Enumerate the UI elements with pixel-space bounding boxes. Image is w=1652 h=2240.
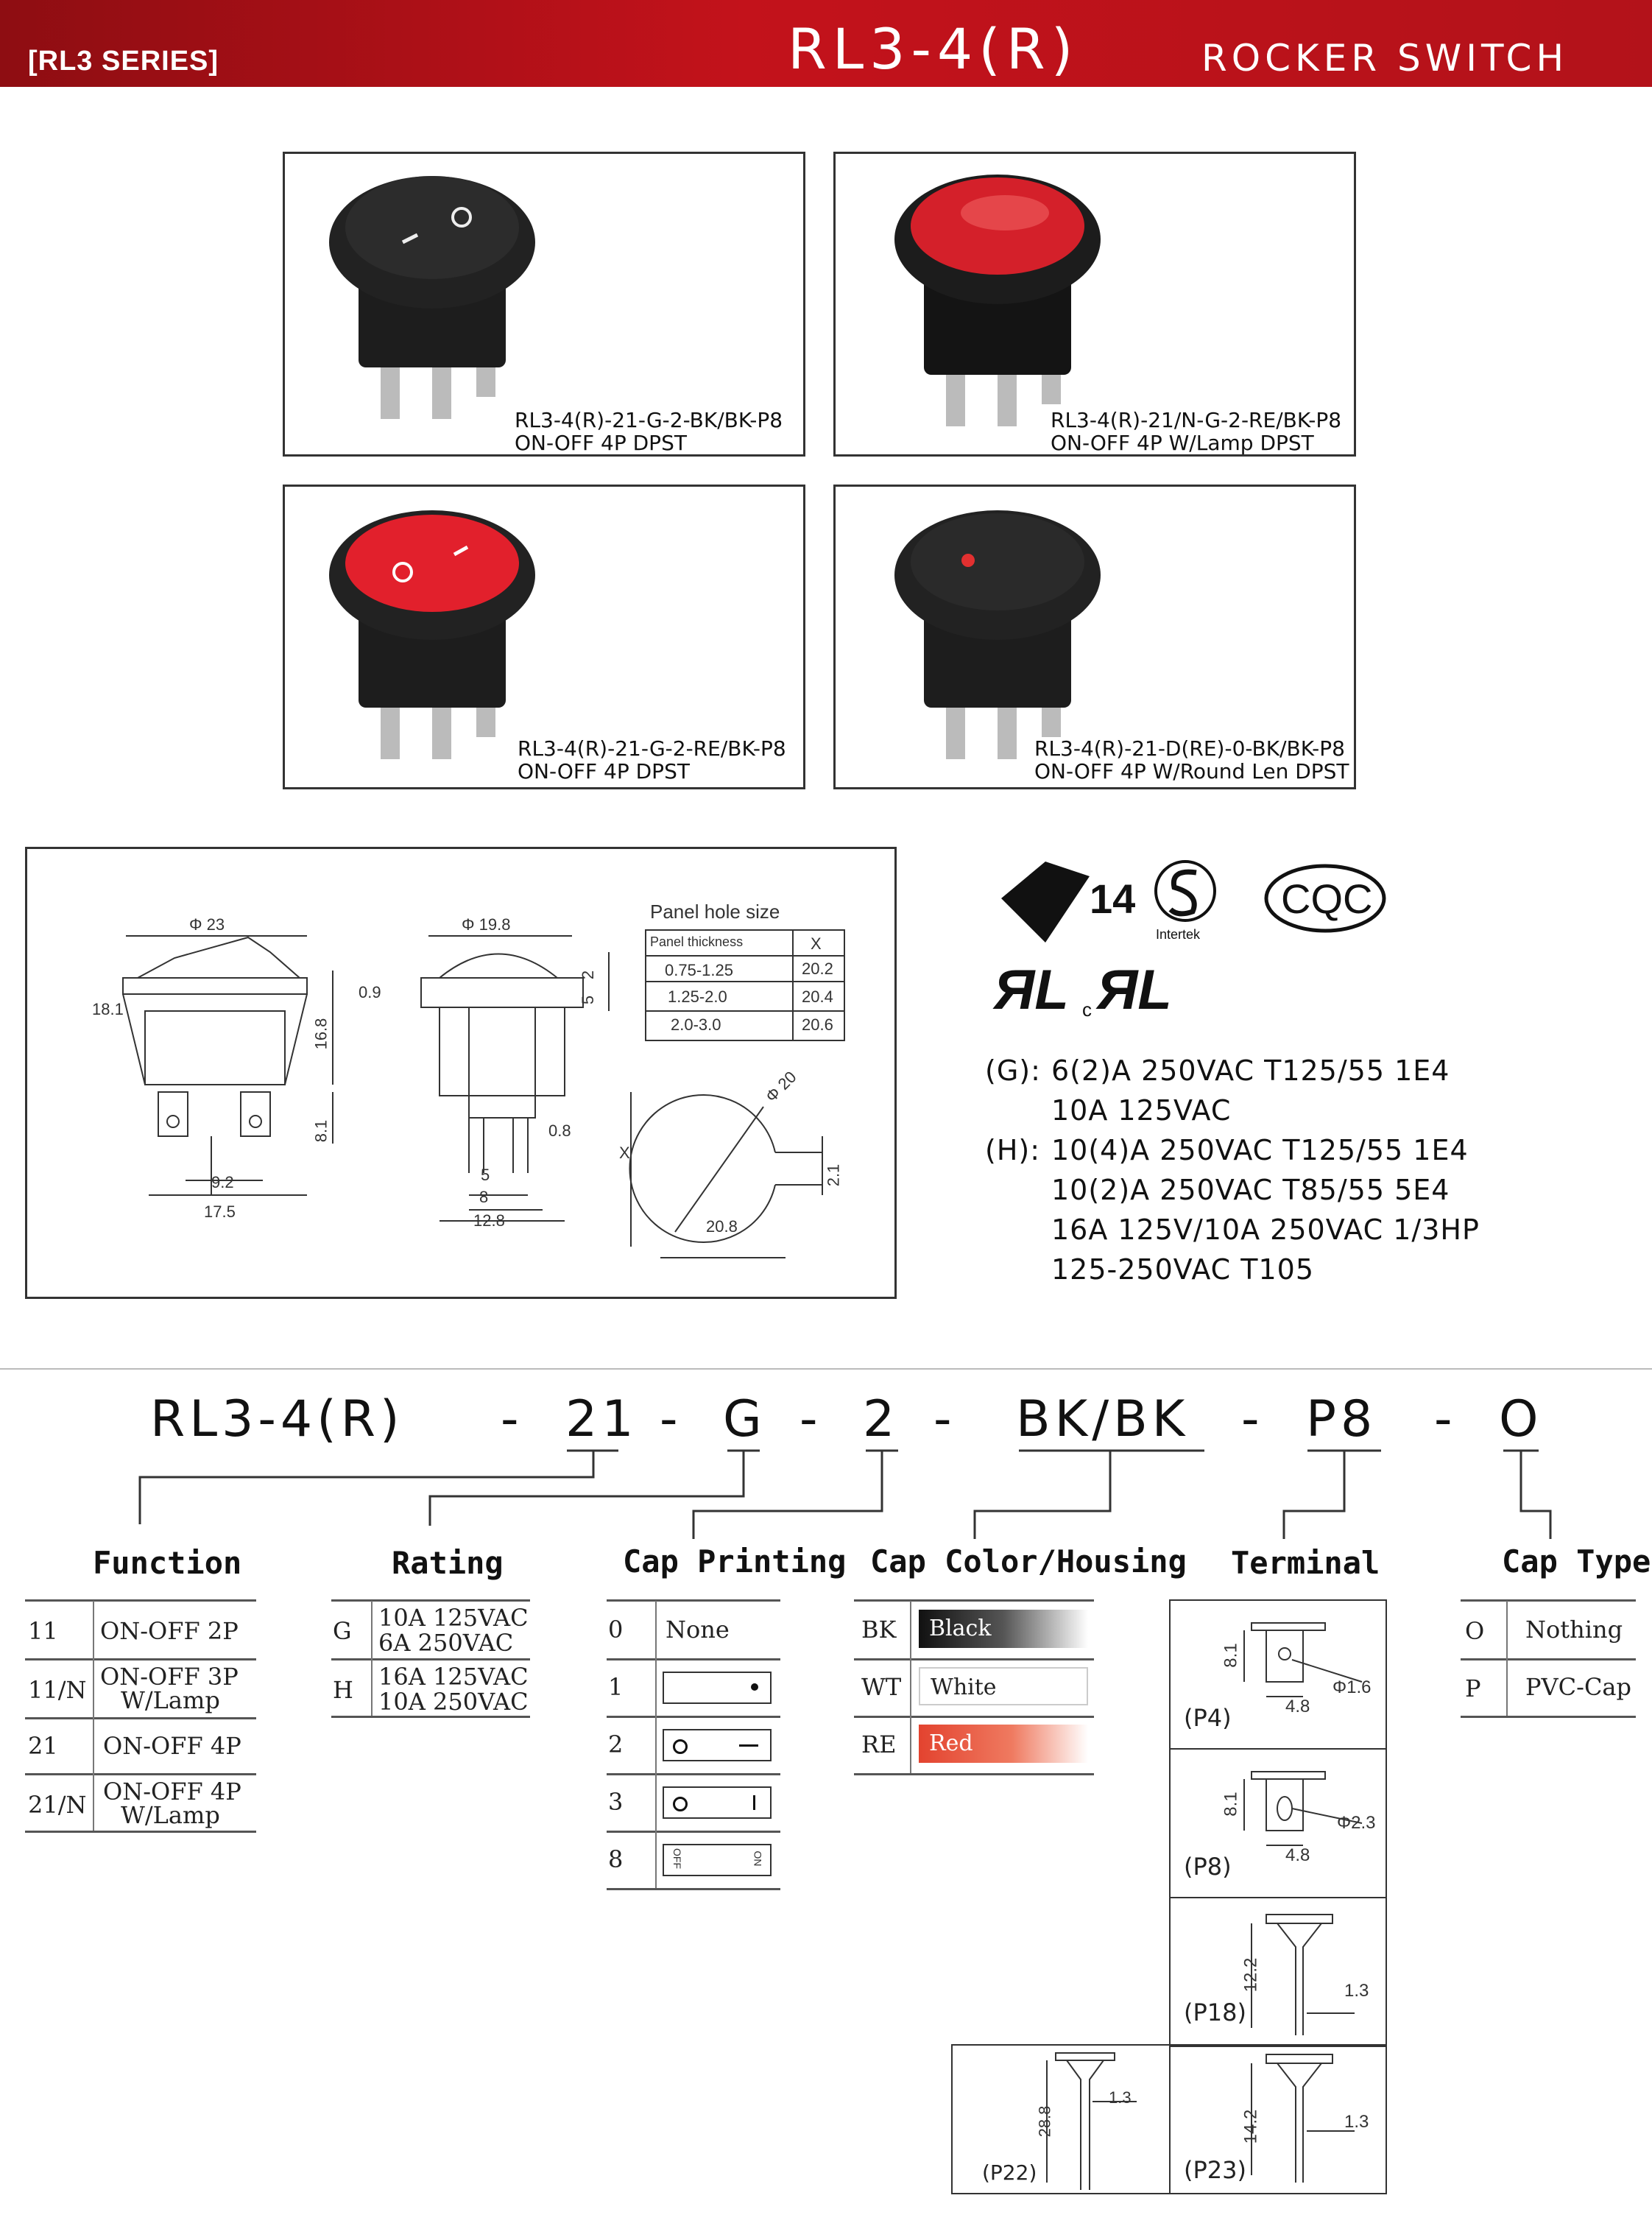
product-card-2 (833, 152, 1356, 457)
pn-dash: - (501, 1390, 523, 1448)
table-rule (1461, 1716, 1636, 1718)
rating-line-2: 6A 250VAC (378, 1629, 514, 1657)
rating-line-1: 10A 125VAC (378, 1604, 529, 1632)
rating-code: G (333, 1617, 352, 1645)
terminal-dim: 4.8 (1285, 1697, 1310, 1716)
dimension-drawing (25, 847, 897, 1299)
pn-cap-type: O (1499, 1390, 1543, 1448)
rating-tag: (G): (985, 1054, 1041, 1087)
function-desc: ON-OFF 4P (103, 1778, 241, 1806)
cap-print-off-on-icon (663, 1844, 772, 1876)
cap-printing-title: Cap Printing (623, 1543, 847, 1579)
pn-cap-printing: 2 (863, 1390, 900, 1448)
terminal-p4 (1169, 1599, 1387, 1750)
dim-label: Φ 19.8 (462, 915, 511, 934)
terminal-dim: 4.8 (1285, 1845, 1310, 1865)
panel-table-cell: 2.0-3.0 (671, 1015, 721, 1034)
terminal-dim: 1.3 (1109, 2088, 1132, 2107)
table-rule (25, 1658, 256, 1660)
table-rule (25, 1599, 256, 1602)
table-rule (331, 1716, 530, 1718)
terminal-dim: 14.2 (1240, 2109, 1261, 2144)
switch-photo-black (329, 169, 565, 448)
table-rule (25, 1773, 256, 1775)
table-rule (607, 1888, 780, 1890)
cap-color-code: WT (861, 1673, 902, 1701)
rating-line: 16A 125V/10A 250VAC 1/3HP (1051, 1214, 1480, 1246)
cap-print-code: 0 (608, 1616, 624, 1644)
rating-line: 10A 125VAC (1051, 1094, 1232, 1127)
table-rule (854, 1599, 1094, 1602)
table-rule (854, 1658, 1094, 1660)
dim-label: X (619, 1144, 630, 1162)
table-rule (607, 1831, 780, 1833)
terminal-p18 (1169, 1897, 1387, 2047)
cap-print-code: 3 (608, 1788, 624, 1816)
panel-hole-title: Panel hole size (650, 901, 780, 923)
function-code: 11 (28, 1617, 58, 1645)
white-swatch: White (919, 1667, 1088, 1705)
terminal-title: Terminal (1231, 1545, 1380, 1581)
product-title: ROCKER SWITCH (1201, 37, 1569, 80)
table-rule (331, 1599, 530, 1602)
dim-label: 2.1 (824, 1163, 843, 1187)
cap-color-code: RE (861, 1730, 897, 1758)
cap-print-code: 2 (608, 1730, 624, 1758)
model-title: RL3-4(R) (788, 16, 1079, 82)
function-desc: ON-OFF 3P (100, 1663, 239, 1691)
dim-label: 18.1 (92, 1000, 124, 1018)
pn-model: RL3-4(R) (150, 1390, 404, 1448)
table-rule (1461, 1599, 1636, 1602)
cert-logos (986, 854, 1399, 1031)
terminal-p22 (951, 2044, 1171, 2194)
ul-logo (992, 959, 1172, 1021)
product-card-3 (283, 485, 805, 789)
table-col-rule (93, 1601, 94, 1831)
product-desc: ON-OFF 4P DPST (515, 431, 687, 455)
terminal-name: (P22) (982, 2160, 1037, 2185)
cap-print-o-dash-icon (663, 1729, 772, 1761)
pn-dash: - (1434, 1390, 1457, 1448)
table-rule (607, 1716, 780, 1718)
table-rule (607, 1773, 780, 1775)
panel-table-cell: 1.25-2.0 (668, 987, 727, 1006)
table-col-rule (910, 1601, 911, 1773)
table-rule (854, 1716, 1094, 1718)
ul-c-mark: c (1082, 999, 1092, 1021)
rating-line-2: 10A 250VAC (378, 1688, 529, 1716)
switch-photo-red-lamp (894, 169, 1130, 448)
product-code: RL3-4(R)-21-G-2-BK/BK-P8 (515, 408, 783, 432)
enec-number: 14 (1090, 876, 1136, 922)
terminal-dim: 8.1 (1221, 1643, 1241, 1668)
pn-dash: - (1241, 1390, 1264, 1448)
cap-print-code: 1 (608, 1673, 624, 1701)
terminal-dim: 1.3 (1344, 2112, 1369, 2132)
pn-cap-color: BK/BK (1016, 1390, 1190, 1448)
function-desc-2: W/Lamp (121, 1801, 220, 1829)
dim-label: Φ 20 (761, 1067, 800, 1106)
panel-table-head: Panel thickness (650, 934, 744, 949)
terminal-p23 (1169, 2044, 1387, 2194)
function-title: Function (93, 1545, 242, 1581)
dim-label: 16.8 (311, 1018, 331, 1050)
dim-label: 8.1 (311, 1119, 331, 1143)
terminal-dim: 12.2 (1240, 1957, 1261, 1993)
cap-print-o-i-icon (663, 1786, 772, 1819)
table-col-rule (371, 1601, 373, 1716)
function-code: 21 (28, 1732, 58, 1760)
table-col-rule (655, 1601, 657, 1888)
dim-label: 5 (481, 1166, 490, 1184)
series-label: [RL3 SERIES] (28, 46, 219, 77)
pn-terminal: P8 (1306, 1390, 1377, 1448)
terminal-name: (P23) (1184, 2156, 1246, 2184)
intertek-logo (1156, 862, 1215, 942)
product-desc: ON-OFF 4P W/Round Len DPST (1034, 759, 1349, 783)
product-desc: ON-OFF 4P DPST (518, 759, 690, 783)
dim-label: 0.9 (359, 983, 381, 1001)
dim-label: 5 (579, 995, 598, 1005)
dim-label: 20.8 (706, 1217, 738, 1236)
rating-code: H (333, 1676, 353, 1704)
table-rule (1461, 1658, 1636, 1660)
product-code: RL3-4(R)-21-D(RE)-0-BK/BK-P8 (1034, 736, 1345, 761)
terminal-name: (P4) (1184, 1704, 1232, 1732)
cap-print-off-text: OFF (671, 1848, 683, 1869)
product-card-4 (833, 485, 1356, 789)
terminal-name: (P18) (1184, 1998, 1246, 2026)
product-card-1 (283, 152, 805, 457)
pn-function: 21 (565, 1390, 638, 1448)
product-code: RL3-4(R)-21/N-G-2-RE/BK-P8 (1051, 408, 1342, 432)
function-desc-2: W/Lamp (121, 1686, 220, 1714)
pn-dash: - (933, 1390, 956, 1448)
intertek-text: Intertek (1156, 927, 1201, 942)
rating-line: 6(2)A 250VAC T125/55 1E4 (1051, 1054, 1450, 1087)
table-rule (607, 1658, 780, 1660)
terminal-dim: Φ1.6 (1332, 1677, 1372, 1697)
dim-label: 17.5 (204, 1202, 236, 1221)
product-code: RL3-4(R)-21-G-2-RE/BK-P8 (518, 736, 786, 761)
function-code: 21/N (28, 1791, 87, 1819)
dim-label: Φ 23 (189, 915, 225, 934)
rating-line-1: 16A 125VAC (378, 1663, 529, 1691)
terminal-name: (P8) (1184, 1853, 1232, 1881)
cqc-logo (1266, 866, 1384, 931)
black-swatch: Black (919, 1610, 1088, 1648)
pn-dash: - (799, 1390, 822, 1448)
cap-print-code: 8 (608, 1845, 624, 1873)
cap-print-dot-icon (663, 1672, 772, 1704)
rating-line: 10(2)A 250VAC T85/55 5E4 (1051, 1174, 1450, 1206)
rating-title: Rating (392, 1545, 504, 1581)
cap-color-title: Cap Color/Housing (870, 1543, 1187, 1579)
svg-text:ЯL: ЯL (1097, 959, 1172, 1021)
table-rule (331, 1658, 530, 1660)
product-desc: ON-OFF 4P W/Lamp DPST (1051, 431, 1314, 455)
panel-table-head: X (811, 934, 822, 953)
panel-table-cell: 20.6 (802, 1015, 833, 1034)
cap-type-name: PVC-Cap (1525, 1673, 1631, 1701)
function-desc: ON-OFF 2P (100, 1617, 239, 1645)
table-rule (607, 1599, 780, 1602)
cap-type-code: O (1465, 1617, 1485, 1645)
rating-line: 125-250VAC T105 (1051, 1253, 1315, 1286)
dim-label: 8 (479, 1188, 489, 1206)
rating-line: 10(4)A 250VAC T125/55 1E4 (1051, 1134, 1469, 1166)
terminal-dim: 1.3 (1344, 1981, 1369, 2001)
table-rule (25, 1717, 256, 1719)
enec-logo (1001, 862, 1135, 943)
cap-type-title: Cap Type (1502, 1543, 1651, 1579)
rating-tag: (H): (985, 1134, 1041, 1166)
panel-table-cell: 20.2 (802, 959, 833, 978)
pn-dash: - (660, 1390, 682, 1448)
cap-type-name: Nothing (1525, 1616, 1623, 1644)
svg-text:ЯL: ЯL (994, 959, 1069, 1021)
dim-label: 12.8 (473, 1211, 505, 1230)
cap-color-code: BK (861, 1616, 897, 1644)
cap-type-code: P (1465, 1674, 1481, 1702)
panel-table-cell: 0.75-1.25 (665, 961, 733, 979)
table-col-rule (1506, 1601, 1508, 1716)
red-swatch: Red (919, 1725, 1088, 1763)
panel-table-cell: 20.4 (802, 987, 833, 1006)
pn-rating: G (723, 1390, 766, 1448)
dim-label: 0.8 (548, 1121, 571, 1140)
dim-label: 2 (579, 970, 598, 980)
cqc-text: CQC (1281, 876, 1373, 922)
terminal-dim: Φ2.3 (1337, 1813, 1376, 1833)
terminal-dim: 28.8 (1035, 2105, 1054, 2138)
section-divider (0, 1368, 1652, 1370)
table-rule (854, 1773, 1094, 1775)
terminal-dim: 8.1 (1221, 1792, 1241, 1817)
function-desc: ON-OFF 4P (103, 1732, 241, 1760)
table-rule (25, 1831, 256, 1833)
function-code: 11/N (28, 1676, 87, 1704)
cap-print-on-text: ON (752, 1850, 764, 1867)
cap-print-label: None (666, 1616, 730, 1644)
dim-label: 9.2 (211, 1173, 234, 1191)
terminal-p8 (1169, 1748, 1387, 1898)
